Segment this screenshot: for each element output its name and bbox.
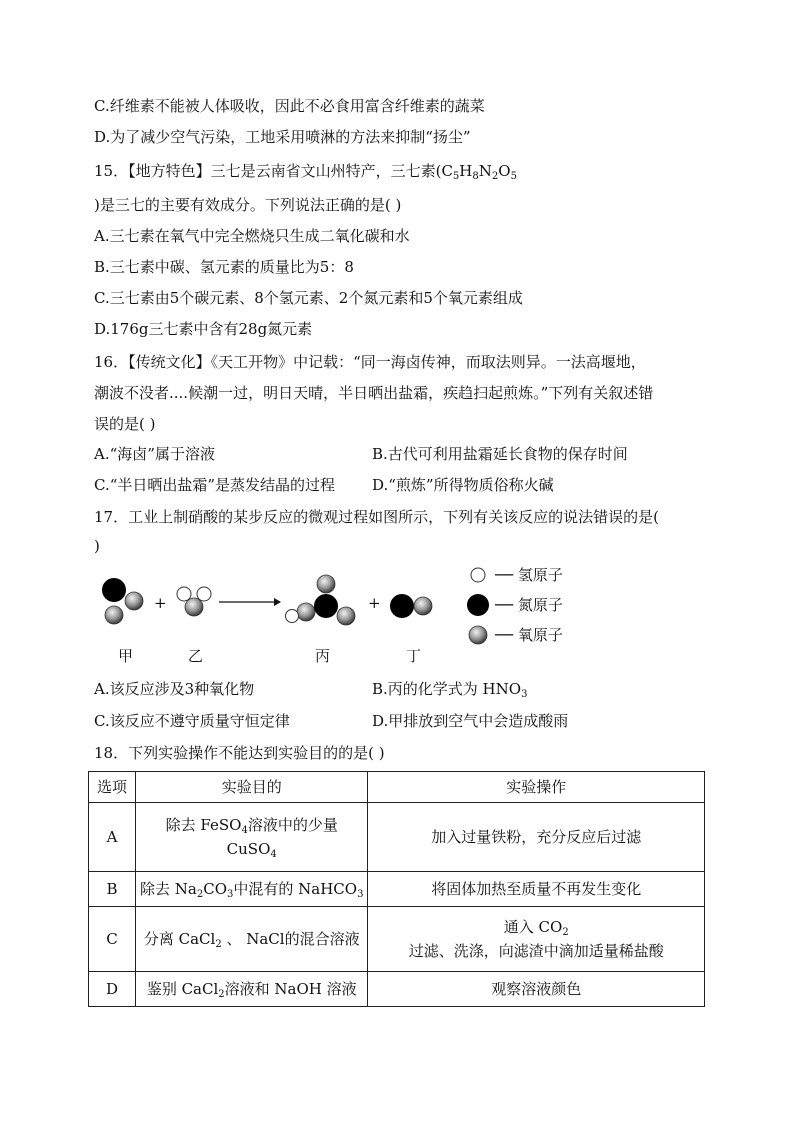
cell-option: B bbox=[89, 872, 136, 907]
q16-options-row2 bbox=[94, 475, 554, 495]
q17-option-c: C.该反应不遵守质量守恒定律 bbox=[94, 712, 290, 730]
purpose-text: CO bbox=[203, 880, 227, 898]
formula-sub: 2 bbox=[215, 939, 222, 950]
purpose-text: 鉴别 CaCl bbox=[146, 980, 219, 998]
q17-option-b bbox=[372, 679, 527, 699]
cell-option: C bbox=[89, 907, 136, 972]
operation-text: 通入 CO bbox=[503, 918, 563, 936]
table-row bbox=[89, 972, 705, 1007]
q17-option-d: D.甲排放到空气中会造成酸雨 bbox=[372, 712, 569, 730]
molecule-yi bbox=[177, 587, 211, 616]
q15-option-a: A.三七素在氧气中完全燃烧只生成二氧化碳和水 bbox=[94, 227, 410, 245]
table-row bbox=[89, 803, 705, 872]
legend-nitrogen: ── 氮原子 bbox=[495, 596, 563, 614]
label-yi: 乙 bbox=[188, 647, 204, 665]
purpose-text: 溶液和 NaOH 溶液 bbox=[224, 980, 357, 998]
q15-stem-cont: )是三七的主要有效成分。下列说法正确的是( ) bbox=[94, 196, 402, 214]
q16-options-row1 bbox=[94, 444, 628, 464]
molecule-bing bbox=[286, 575, 356, 625]
formula-sub: 8 bbox=[472, 171, 479, 182]
operation-text: 过滤、洗涤，向滤渣中滴加适量稀盐酸 bbox=[408, 942, 664, 960]
q17-stem-line2: ) bbox=[94, 537, 100, 555]
cell-operation: 观察溶液颜色 bbox=[368, 972, 705, 1007]
plus-sign: + bbox=[368, 594, 381, 612]
cell-purpose bbox=[136, 907, 368, 972]
formula-sub: 3 bbox=[521, 689, 528, 700]
cell-purpose bbox=[136, 803, 368, 872]
q16-option-d: D.“煎炼”所得物质俗称火碱 bbox=[372, 476, 554, 494]
q18-stem: 18．下列实验操作不能达到实验目的的是( ) bbox=[94, 744, 385, 762]
purpose-text: 溶液中的少量 bbox=[247, 816, 338, 834]
formula-sub: 2 bbox=[196, 889, 204, 900]
q17-option-a: A.该反应涉及3种氧化物 bbox=[94, 680, 255, 698]
q14-option-c: C.纤维素不能被人体吸收，因此不必食用富含纤维素的蔬菜 bbox=[94, 97, 485, 115]
table-header-row bbox=[89, 772, 705, 803]
legend-hydrogen: ── 氢原子 bbox=[495, 566, 563, 584]
formula-sub: 5 bbox=[510, 171, 517, 182]
formula-sub: 3 bbox=[227, 889, 234, 900]
cell-purpose bbox=[136, 872, 368, 907]
reaction-diagram bbox=[88, 560, 708, 672]
q16-option-a: A.“海卤”属于溶液 bbox=[94, 445, 215, 463]
purpose-text: 、 NaCl的混合溶液 bbox=[221, 930, 360, 948]
legend-oxygen: ── 氧原子 bbox=[495, 626, 563, 644]
formula-sub: 4 bbox=[241, 825, 248, 836]
cell-option: D bbox=[89, 972, 136, 1007]
q16-stem-line1: 16．【传统文化】《天工开物》中记载：“同一海卤传神，而取法则异。一法高堰地， bbox=[94, 353, 646, 371]
purpose-text: 分离 CaCl bbox=[143, 930, 216, 948]
q17-options-row1 bbox=[94, 679, 528, 700]
cell-purpose bbox=[136, 972, 368, 1007]
purpose-text: 除去 Na bbox=[140, 880, 197, 898]
cell-operation: 加入过量铁粉，充分反应后过滤 bbox=[368, 803, 705, 872]
formula-sub: 2 bbox=[218, 989, 225, 1000]
q15-stem: 15．【地方特色】三七是云南省文山州特产，三七素($C_5H_8N_2O_5$ bbox=[94, 162, 517, 182]
purpose-text: 中混有的 NaHCO bbox=[233, 880, 358, 898]
purpose-text: CuSO bbox=[226, 840, 271, 858]
cell-operation: 将固体加热至质量不再发生变化 bbox=[368, 872, 705, 907]
formula-sub: 2 bbox=[491, 171, 499, 182]
header-option: 选项 bbox=[89, 772, 136, 803]
q17-stem-line1: 17．工业上制硝酸的某步反应的微观过程如图所示，下列有关该反应的说法错误的是( bbox=[94, 508, 659, 526]
q14-option-d: D.为了减少空气污染，工地采用喷淋的方法来抑制“扬尘” bbox=[94, 128, 471, 146]
q15-option-b: B.三七素中碳、氢元素的质量比为5：8 bbox=[94, 258, 354, 276]
cell-operation bbox=[368, 907, 705, 972]
purpose-text: 除去 FeSO bbox=[165, 816, 242, 834]
label-ding: 丁 bbox=[406, 647, 422, 665]
reaction-arrow bbox=[219, 598, 281, 606]
formula-sub: 2 bbox=[562, 927, 569, 938]
label-bing: 丙 bbox=[315, 647, 331, 665]
cell-option: A bbox=[89, 803, 136, 872]
molecule-ding bbox=[390, 594, 432, 618]
formula-sub: 5 bbox=[452, 171, 460, 182]
header-purpose: 实验目的 bbox=[136, 772, 368, 803]
q17-option-b-text: B.丙的化学式为 HNO bbox=[372, 680, 522, 698]
q15-stem-text: 15．【地方特色】三七是云南省文山州特产，三七素(C bbox=[94, 162, 453, 180]
q15-option-d: D.176g三七素中含有28g氮元素 bbox=[94, 320, 313, 338]
q16-stem-line2: 潮波不没者....候潮一过，明日天晴，半日晒出盐霜，疾趋扫起煎炼。”下列有关叙述错 bbox=[94, 384, 654, 402]
table-row bbox=[89, 872, 705, 907]
legend bbox=[467, 566, 563, 644]
q18-table bbox=[88, 771, 705, 1007]
q15-option-c: C.三七素由5个碳元素、8个氢元素、2个氮元素和5个氧元素组成 bbox=[94, 289, 523, 307]
label-jia: 甲 bbox=[118, 647, 134, 665]
header-operation: 实验操作 bbox=[368, 772, 705, 803]
q16-option-c: C.“半日晒出盐霜”是蒸发结晶的过程 bbox=[94, 476, 336, 494]
q17-options-row2 bbox=[94, 711, 569, 731]
q16-option-b: B.古代可利用盐霜延长食物的保存时间 bbox=[372, 445, 628, 463]
molecule-jia bbox=[102, 578, 143, 624]
plus-sign: + bbox=[154, 594, 167, 612]
q16-stem-line3: 误的是( ) bbox=[94, 415, 156, 433]
formula-sub: 3 bbox=[357, 889, 364, 900]
table-row bbox=[89, 907, 705, 972]
formula-sub: 4 bbox=[270, 849, 277, 860]
